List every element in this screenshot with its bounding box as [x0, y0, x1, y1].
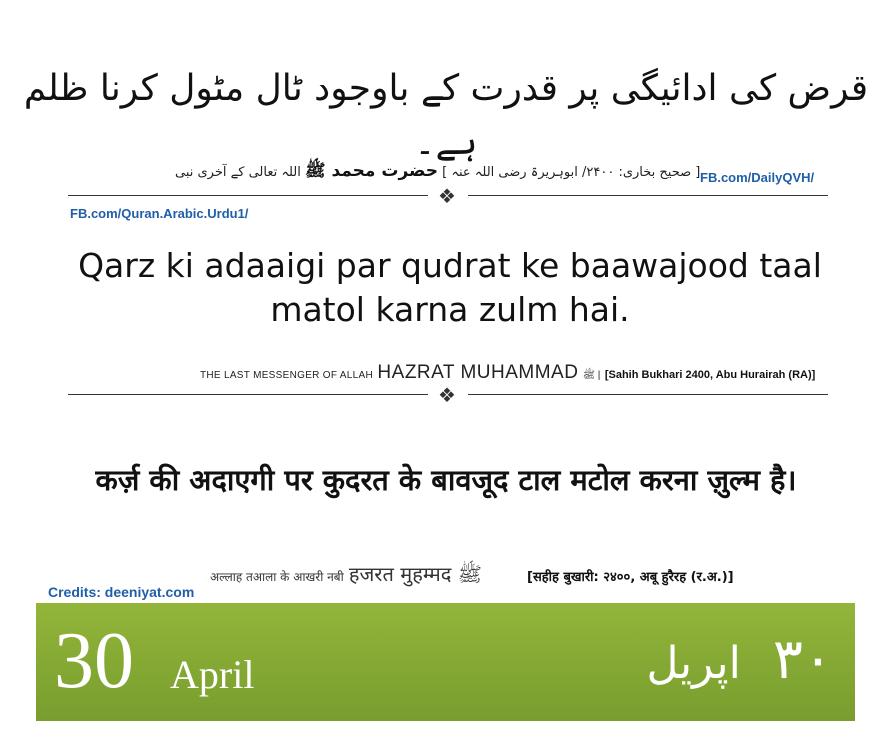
- english-prophet-name: HAZRAT MUHAMMAD: [377, 362, 579, 383]
- urdu-date: [647, 627, 833, 692]
- credits-link[interactable]: Credits: deeniyat.com: [48, 584, 195, 600]
- hindi-quote: कर्ज़ की अदाएगी पर कुदरत के बावजूद टाल मटोल करना ज़ुल्म है।: [95, 463, 797, 497]
- urdu-attribution: [175, 160, 700, 185]
- hindi-attribution-prefix: अल्लाह तआला के आखरी नबी: [210, 570, 344, 584]
- hindi-prophet-name: हजरत मुहम्मद ﷺ: [348, 562, 482, 586]
- urdu-date-month: اپریل: [646, 638, 741, 689]
- divider-right-2: [468, 394, 828, 395]
- hindi-attribution: [210, 560, 734, 591]
- facebook-dailyqvh-link[interactable]: FB.com/DailyQVH/: [700, 170, 815, 185]
- urdu-date-day: ۳۰: [772, 627, 833, 692]
- salutation-icon: ﷺ |: [582, 370, 601, 381]
- hindi-reference: [सहीह बुखारी: २४००, अबू हुरैरह (र.अ.)]: [527, 570, 734, 585]
- divider-left: [68, 195, 428, 196]
- divider-right: [468, 195, 828, 196]
- ornament-icon: ❖: [438, 383, 456, 407]
- urdu-prophet-name: حضرت محمد ﷺ: [305, 161, 439, 181]
- english-attribution-prefix: THE LAST MESSENGER OF ALLAH: [200, 370, 373, 381]
- english-reference: [Sahih Bukhari 2400, Abu Hurairah (RA)]: [604, 369, 816, 381]
- english-attribution: [200, 362, 815, 384]
- facebook-quran-link[interactable]: FB.com/Quran.Arabic.Urdu1/: [70, 206, 249, 221]
- urdu-attribution-prefix: اللہ تعالی کے آخری نبی: [175, 165, 301, 180]
- divider-left-2: [68, 394, 428, 395]
- urdu-quote: قرض کی ادائیگی پر قدرت کے باوجود ٹال مٹول کرنا ظلم ہے۔: [23, 68, 869, 163]
- date-band: [36, 603, 855, 721]
- urdu-reference: [ صحیح بخاری: ۲۴۰۰/ ابوہریرۃ رضی اللہ عنہ ]: [442, 165, 701, 180]
- date-month: April: [170, 652, 255, 697]
- date-day: 30: [54, 617, 134, 705]
- english-quote: Qarz ki adaaigi par qudrat ke baawajood taal matol karna zulm hai.: [78, 246, 822, 329]
- ornament-icon: ❖: [438, 184, 456, 208]
